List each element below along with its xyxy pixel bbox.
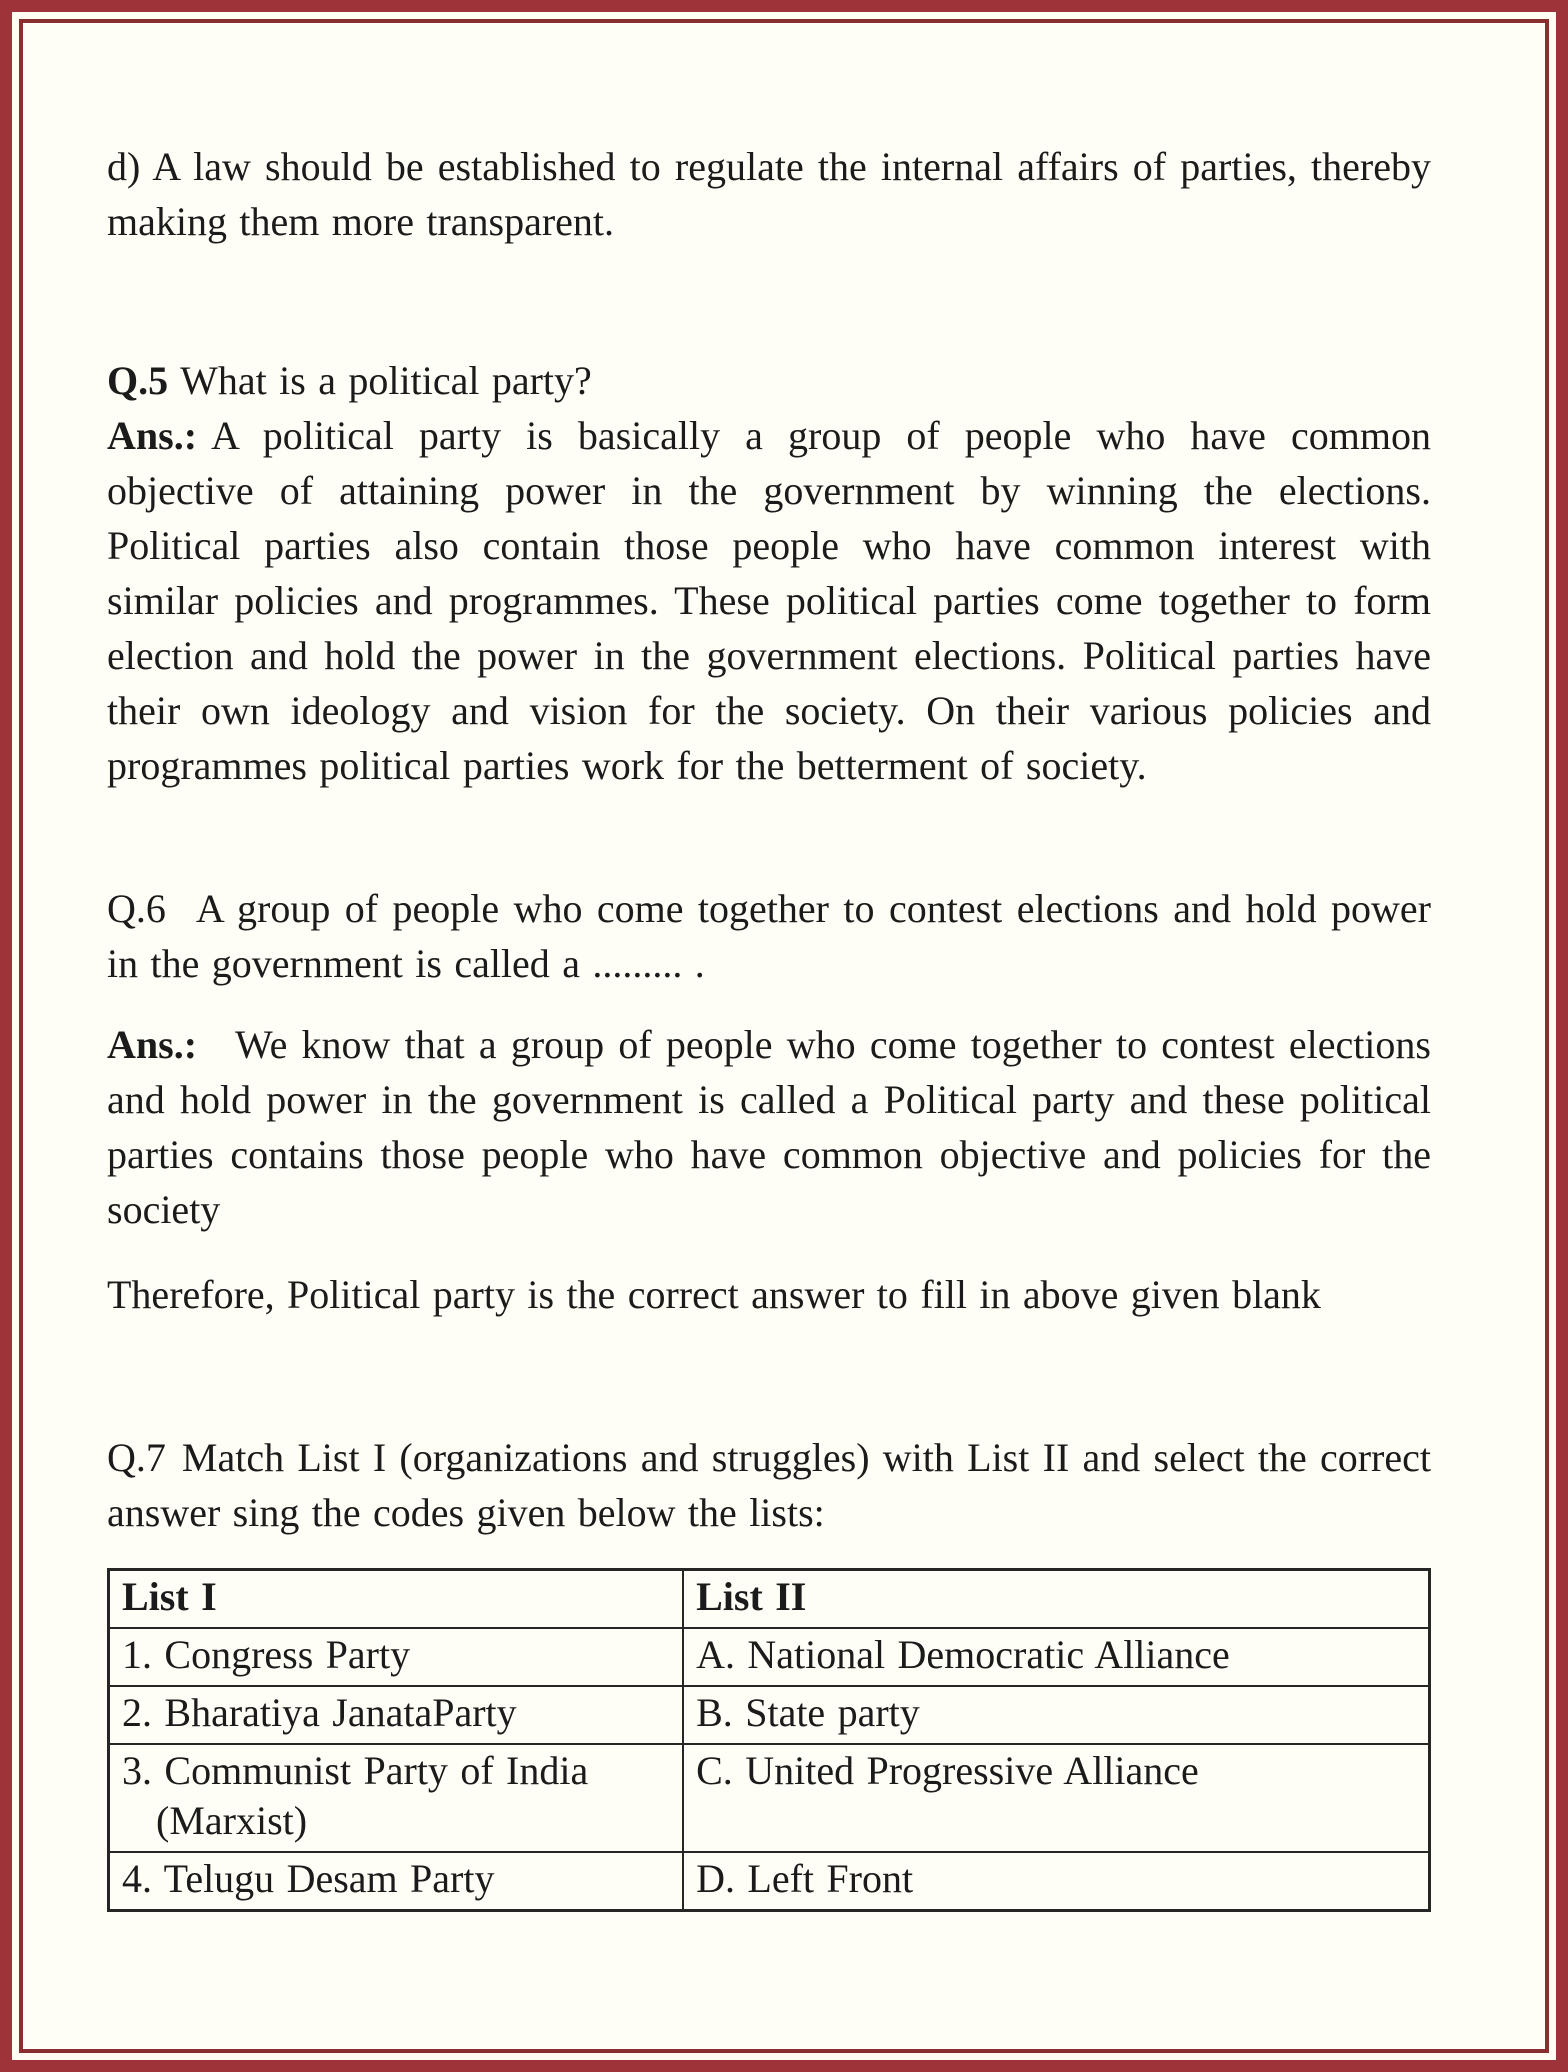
question-6-label: Q.6 xyxy=(107,886,166,931)
question-6-text: A group of people who come together to contest elections and hold power in the government is called a ......... . xyxy=(107,886,1431,986)
table-row xyxy=(109,1628,1430,1686)
match-table xyxy=(107,1568,1431,1912)
cell-line-1: 3. Communist Party of India xyxy=(122,1748,589,1793)
table-cell-right: D. Left Front xyxy=(683,1852,1429,1911)
table-cell-right: A. National Democratic Alliance xyxy=(683,1628,1429,1686)
table-cell-left: 1. Congress Party xyxy=(109,1628,684,1686)
cell-line-2: (Marxist) xyxy=(156,1798,308,1843)
answer-5-text: A political party is basically a group of people who have common objective of attaining power in the government by winning the elections. Political parties also contain those people who have common interest with similar policies and programmes. These political parties come together to form election and hold the power in the government elections. Political parties have their own ideology and vision for the society. On their various policies and programmes political parties work for the betterment of society. xyxy=(107,413,1431,788)
answer-5 xyxy=(107,408,1431,793)
answer-6 xyxy=(107,1017,1431,1237)
question-5-label: Q.5 xyxy=(107,358,169,403)
page xyxy=(19,19,1549,2053)
question-7-text: Match List I (organizations and struggles) with List II and select the correct answer sing the codes given below the lists: xyxy=(107,1435,1431,1535)
question-7 xyxy=(107,1430,1431,1540)
table-cell-left: 4. Telugu Desam Party xyxy=(109,1852,684,1911)
table-row xyxy=(109,1686,1430,1744)
answer-6-text: We know that a group of people who come together to contest elections and hold power in the government is called a Political party and these political parties contains those people who have common objective and policies for the society xyxy=(107,1022,1431,1232)
question-7-label: Q.7 xyxy=(107,1435,166,1480)
table-row xyxy=(109,1744,1430,1852)
table-row xyxy=(109,1852,1430,1911)
list1-header: List I xyxy=(109,1570,684,1629)
match-table-header-row xyxy=(109,1570,1430,1629)
question-6 xyxy=(107,881,1431,991)
question-5 xyxy=(107,353,1431,408)
page-content xyxy=(23,23,1545,1912)
question-7-block xyxy=(107,1430,1431,1912)
question-5-block xyxy=(107,353,1431,793)
answer-6-label: Ans.: xyxy=(107,1022,198,1067)
question-6-block xyxy=(107,881,1431,1322)
table-cell-left xyxy=(109,1744,684,1852)
answer-6-conclusion: Therefore, Political party is the correct answer to fill in above given blank xyxy=(107,1272,1321,1317)
question-5-text: What is a political party? xyxy=(180,358,592,403)
paragraph-option-d: d) A law should be established to regulate the internal affairs of parties, thereby making them more transparent. xyxy=(107,144,1431,244)
table-cell-left: 2. Bharatiya JanataParty xyxy=(109,1686,684,1744)
list2-header: List II xyxy=(683,1570,1429,1629)
table-cell-right: B. State party xyxy=(683,1686,1429,1744)
answer-5-label: Ans.: xyxy=(107,413,198,458)
table-cell-right: C. United Progressive Alliance xyxy=(683,1744,1429,1852)
